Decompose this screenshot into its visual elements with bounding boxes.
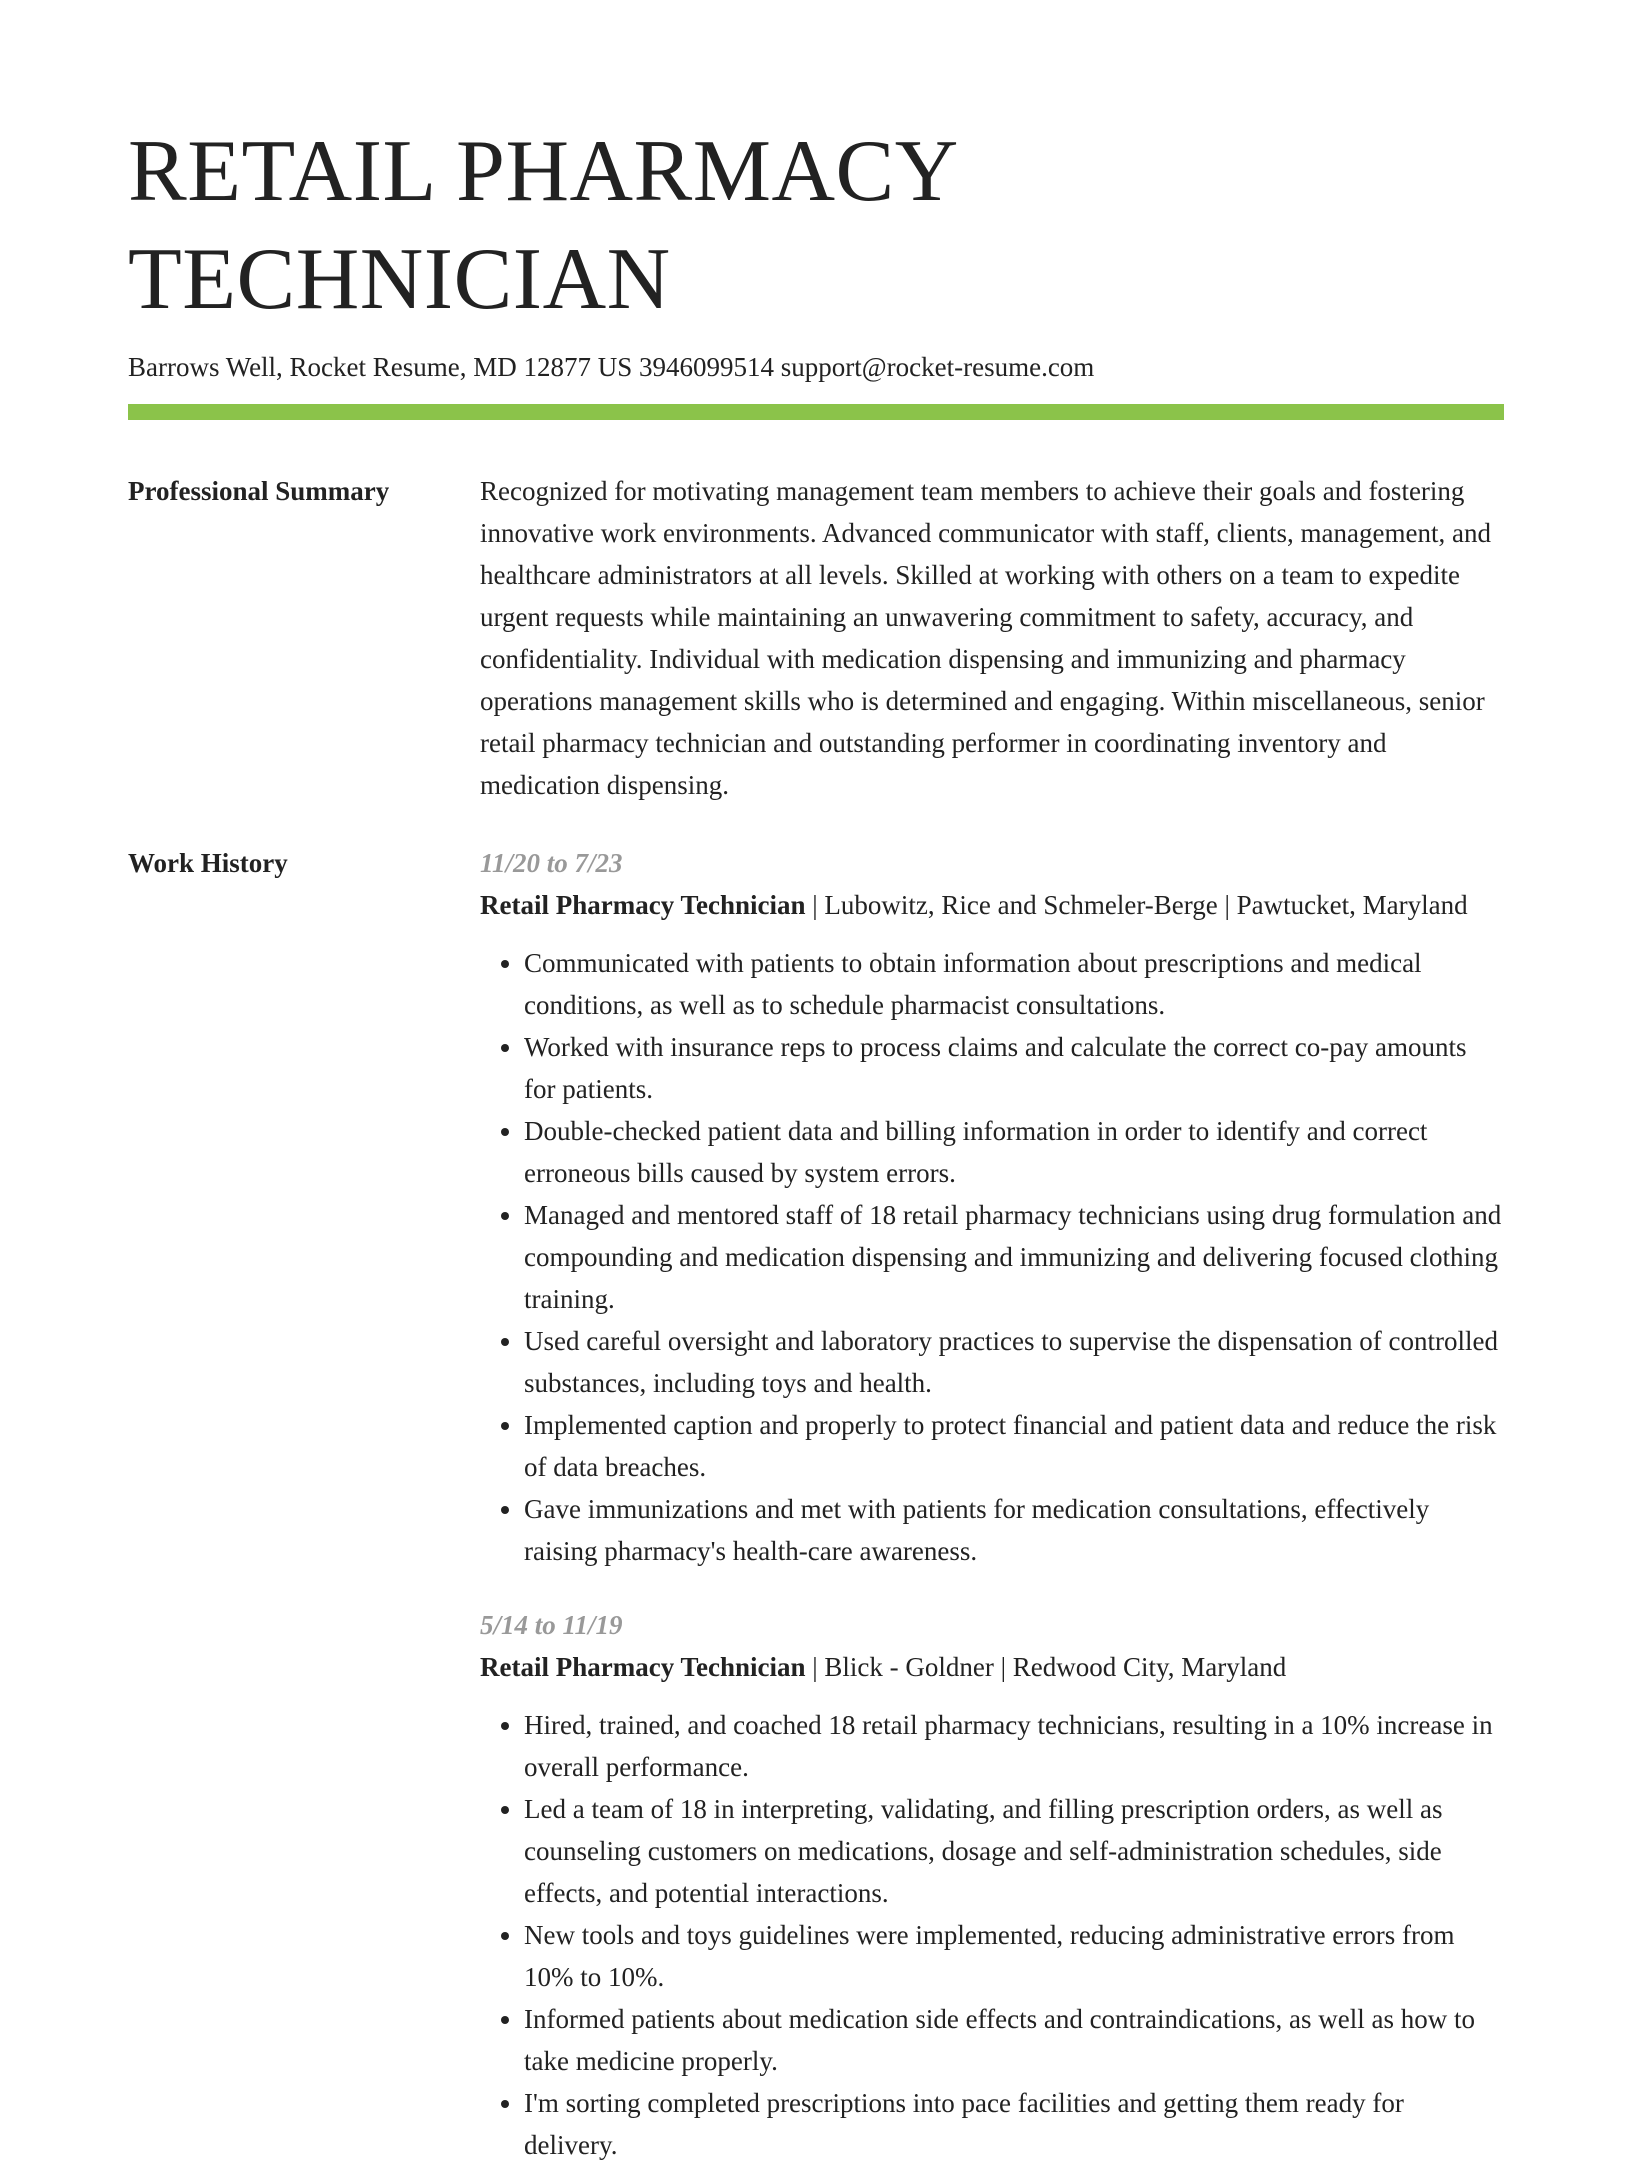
header-divider bbox=[128, 404, 1504, 420]
job-bullet: • Informed patients about medication side effects and contraindications, as well as how to take medicine properly. bbox=[524, 1998, 1504, 2082]
job-bullet: • Led a team of 18 in interpreting, validating, and filling prescription orders, as well as counseling customers on medications, dosage and self-administration schedules, side effects, and potential interactions. bbox=[524, 1788, 1504, 1914]
job-bullet: • Double-checked patient data and billing information in order to identify and correct erroneous bills caused by system errors. bbox=[524, 1110, 1504, 1194]
job-bullet: • Gave immunizations and met with patients for medication consultations, effectively raising pharmacy's health-care awareness. bbox=[524, 1488, 1504, 1572]
job-bullet: • Used careful oversight and laboratory practices to supervise the dispensation of controlled substances, including toys and health. bbox=[524, 1320, 1504, 1404]
job-bullet: • Hired, trained, and coached 18 retail pharmacy technicians, resulting in a 10% increase in overall performance. bbox=[524, 1704, 1504, 1788]
job-employer-location: | Lubowitz, Rice and Schmeler-Berge | Pawtucket, Maryland bbox=[805, 890, 1468, 920]
job-header bbox=[480, 1646, 1504, 1688]
summary-text: Recognized for motivating management team members to achieve their goals and fostering innovative work environments. Advanced communicator with staff, clients, management, and healthcare administrators at all levels. Skilled at working with others on a team to expedite urgent requests while maintaining an unwavering commitment to safety, accuracy, and confidentiality. Individual with medication dispensing and immunizing and pharmacy operations management skills who is determined and engaging. Within miscellaneous, senior retail pharmacy technician and outstanding performer in coordinating inventory and medication dispensing. bbox=[480, 476, 1491, 800]
section-heading-summary: Professional Summary bbox=[128, 476, 390, 506]
job-entry bbox=[480, 842, 1504, 1572]
job-position: Retail Pharmacy Technician bbox=[480, 1652, 806, 1682]
job-bullet: • New tools and toys guidelines were implemented, reducing administrative errors from 10% to 10%. bbox=[524, 1914, 1504, 1998]
job-bullet: • Worked with insurance reps to process claims and calculate the correct co-pay amounts for patients. bbox=[524, 1026, 1504, 1110]
job-header bbox=[480, 884, 1504, 926]
section-heading-work-history: Work History bbox=[128, 848, 288, 878]
job-dates: 5/14 to 11/19 bbox=[480, 1610, 623, 1640]
resume-page bbox=[128, 0, 1504, 2166]
job-position: Retail Pharmacy Technician bbox=[480, 890, 806, 920]
job-bullet: • Implemented caption and properly to protect financial and patient data and reduce the risk of data breaches. bbox=[524, 1404, 1504, 1488]
work-history-section bbox=[128, 842, 1504, 2166]
job-employer-location: | Blick - Goldner | Redwood City, Maryland bbox=[805, 1652, 1287, 1682]
job-bullet-list bbox=[480, 1704, 1504, 2166]
job-bullet-list bbox=[480, 942, 1504, 1572]
professional-summary-section bbox=[128, 470, 1504, 806]
job-bullet: • I'm sorting completed prescriptions into pace facilities and getting them ready for delivery. bbox=[524, 2082, 1504, 2166]
summary-body bbox=[480, 470, 1504, 806]
resume-title: RETAIL PHARMACY TECHNICIAN bbox=[128, 123, 956, 328]
job-bullet: • Managed and mentored staff of 18 retail pharmacy technicians using drug formulation and compounding and medication dispensing and immunizing and delivering focused clothing training. bbox=[524, 1194, 1504, 1320]
job-dates: 11/20 to 7/23 bbox=[480, 848, 623, 878]
job-entry bbox=[480, 1604, 1504, 2166]
work-history-body bbox=[480, 842, 1504, 2166]
contact-info: Barrows Well, Rocket Resume, MD 12877 US 3946099514 support@rocket-resume.com bbox=[128, 352, 1095, 382]
job-bullet: • Communicated with patients to obtain information about prescriptions and medical conditions, as well as to schedule pharmacist consultations. bbox=[524, 942, 1504, 1026]
